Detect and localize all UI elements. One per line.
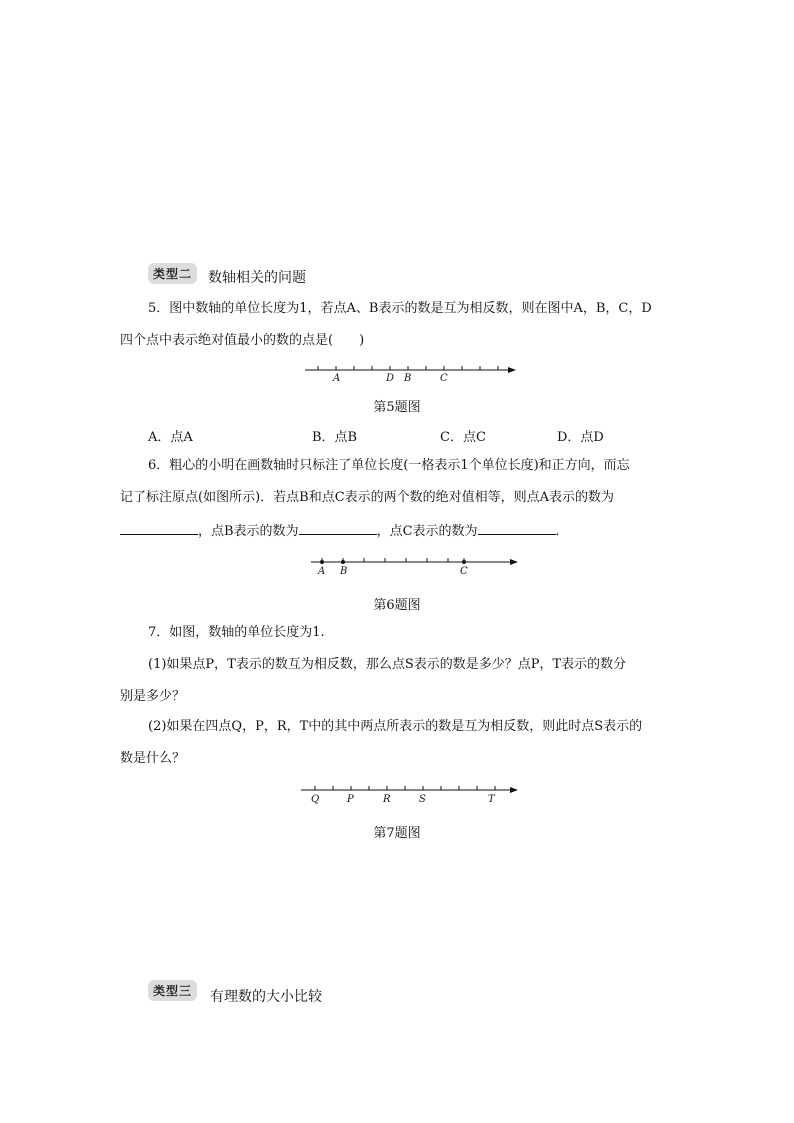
section-title-type3: 有理数的大小比较	[210, 989, 322, 1005]
q5-option-a: A．点A	[148, 430, 193, 445]
q6-text-line1: 6．粗心的小明在画数轴时只标注了单位长度(一格表示1个单位长度)和正方向，而忘	[148, 458, 630, 473]
q6-label-b: B	[340, 566, 348, 577]
q6-label-a: A	[318, 566, 326, 577]
q6-text-c: ，点C表示的数为	[376, 524, 478, 539]
q7-label-q: Q	[311, 794, 320, 805]
section-badge-type3: 类型三	[148, 980, 197, 1001]
q6-answer-blank-c[interactable]	[478, 520, 556, 535]
q6-label-c: C	[460, 566, 468, 577]
q7-caption: 第7题图	[373, 826, 421, 841]
q7-label-r: R	[383, 794, 391, 805]
q6-text-line2: 记了标注原点(如图所示)．若点B和点C表示的两个数的绝对值相等，则点A表示的数为	[120, 490, 615, 505]
q6-text-end: ．	[555, 524, 569, 539]
q5-caption: 第5题图	[373, 400, 421, 415]
q7-sub1-line2: 别是多少？	[120, 689, 186, 704]
q6-text-b: ，点B表示的数为	[198, 524, 299, 539]
q5-label-c: C	[440, 373, 448, 384]
q6-number-line	[306, 553, 522, 579]
q7-label-s: S	[419, 794, 426, 805]
q7-label-t: T	[488, 794, 495, 805]
q5-number-line	[300, 360, 520, 386]
q5-text-line2: 四个点中表示绝对值最小的数的点是( )	[120, 333, 365, 348]
q5-option-b: B．点B	[312, 430, 358, 445]
q7-label-p: P	[347, 794, 354, 805]
section-badge-type2: 类型二	[148, 263, 197, 284]
q5-label-d: D	[386, 373, 395, 384]
q5-text-line1: 5．图中数轴的单位长度为1，若点A、B表示的数是互为相反数，则在图中A，B，C，D	[148, 301, 652, 316]
q7-sub1-line1: (1)如果点P，T表示的数互为相反数，那么点S表示的数是多少？点P，T表示的数分	[148, 657, 627, 672]
q5-label-a: A	[333, 373, 341, 384]
q6-answer-blank-b[interactable]	[299, 520, 377, 535]
q5-label-b: B	[404, 373, 412, 384]
section-title-type2: 数轴相关的问题	[208, 270, 306, 286]
q7-number-line	[298, 780, 524, 808]
q5-option-c: C．点C	[440, 430, 486, 445]
q5-option-d: D．点D	[557, 430, 604, 445]
q6-caption: 第6题图	[373, 598, 421, 613]
q6-text-line3	[120, 520, 569, 542]
q6-answer-blank-a[interactable]	[120, 520, 198, 535]
q7-sub2-line1: (2)如果在四点Q，P，R，T中的其中两点所表示的数是互为相反数，则此时点S表示的	[148, 719, 643, 734]
q7-sub2-line2: 数是什么？	[120, 751, 186, 766]
q7-text-line1: 7．如图，数轴的单位长度为1.	[148, 625, 325, 640]
